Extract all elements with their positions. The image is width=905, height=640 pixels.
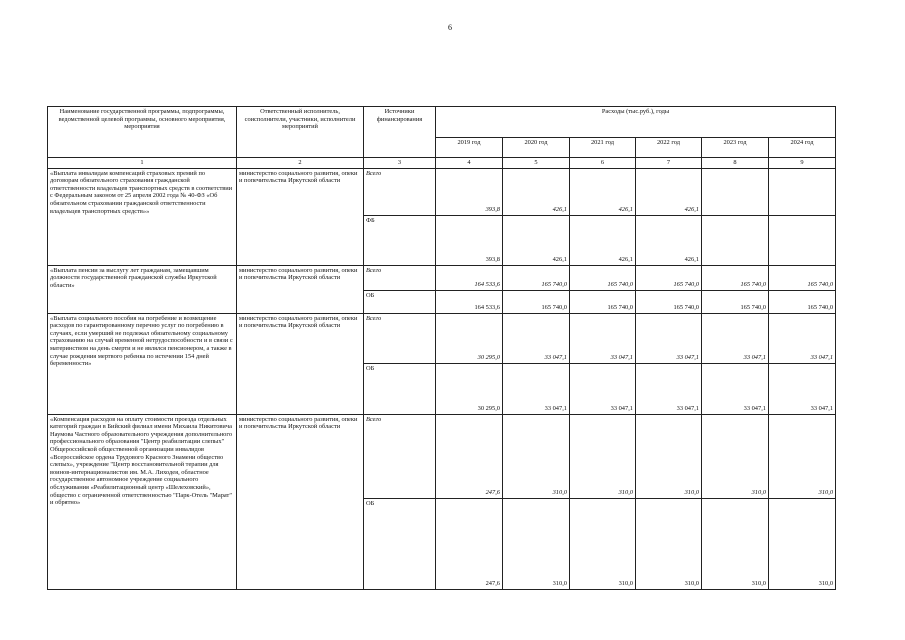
value-cell: 165 740,0 [503, 265, 570, 290]
column-number: 1 [48, 158, 237, 169]
value-cell: 426,1 [570, 168, 636, 215]
value-cell: 165 740,0 [636, 290, 702, 313]
value-cell: 310,0 [503, 498, 570, 589]
value-cell: 426,1 [636, 168, 702, 215]
source-fb: ФБ [364, 215, 436, 265]
value-cell: 33 047,1 [503, 313, 570, 363]
value-cell: 165 740,0 [702, 290, 769, 313]
value-cell: 33 047,1 [570, 313, 636, 363]
value-cell: 310,0 [769, 498, 836, 589]
value-cell: 393,8 [436, 215, 503, 265]
value-cell: 33 047,1 [636, 363, 702, 414]
header-responsible: Ответственный исполнитель, соисполнители, участники, исполнители мероприятий [237, 107, 364, 158]
table-row [48, 313, 836, 363]
header-program: Наименование государственной программы, подпрограммы, ведомственной целевой программы, основного мероприятия, мероприятия [48, 107, 237, 158]
responsible-executor: министерство социального развития, опеки и попечительства Иркутской области [237, 414, 364, 589]
column-number: 9 [769, 158, 836, 169]
value-cell: 33 047,1 [769, 363, 836, 414]
value-cell: 164 533,6 [436, 265, 503, 290]
value-cell: 310,0 [570, 498, 636, 589]
value-cell: 426,1 [636, 215, 702, 265]
header-year: 2021 год [570, 138, 636, 158]
source-total: Всего [364, 168, 436, 215]
value-cell [769, 168, 836, 215]
value-cell [702, 215, 769, 265]
value-cell: 247,6 [436, 498, 503, 589]
table-row [48, 414, 836, 498]
value-cell: 426,1 [503, 168, 570, 215]
value-cell: 310,0 [769, 414, 836, 498]
table-row [48, 265, 836, 290]
value-cell: 33 047,1 [570, 363, 636, 414]
source-fb: ОБ [364, 363, 436, 414]
activity-name: «Выплата инвалидам компенсаций страховых премий по договорам обязательного страхования гражданской ответственности владельцев транспортных средств в соответствии с Федеральным законом от 25 апреля 2002 года № 40-ФЗ «Об обязательном страховании гражданской ответственности владельцев транспортных средств»» [48, 168, 237, 265]
value-cell: 33 047,1 [503, 363, 570, 414]
value-cell: 165 740,0 [769, 265, 836, 290]
responsible-executor: министерство социального развития, опеки и попечительства Иркутской области [237, 265, 364, 313]
column-number: 7 [636, 158, 702, 169]
value-cell: 310,0 [503, 414, 570, 498]
column-number: 2 [237, 158, 364, 169]
value-cell: 165 740,0 [769, 290, 836, 313]
header-year: 2022 год [636, 138, 702, 158]
value-cell [769, 215, 836, 265]
value-cell: 164 533,6 [436, 290, 503, 313]
value-cell: 165 740,0 [570, 265, 636, 290]
expenses-table [47, 106, 836, 590]
column-number: 5 [503, 158, 570, 169]
column-number: 6 [570, 158, 636, 169]
source-total: Всего [364, 414, 436, 498]
header-expenses: Расходы (тыс.руб.), годы [436, 107, 836, 138]
value-cell: 33 047,1 [702, 363, 769, 414]
responsible-executor: министерство социального развития, опеки и попечительства Иркутской области [237, 168, 364, 265]
value-cell: 30 295,0 [436, 363, 503, 414]
value-cell: 393,8 [436, 168, 503, 215]
header-year: 2020 год [503, 138, 570, 158]
column-number: 8 [702, 158, 769, 169]
value-cell: 33 047,1 [702, 313, 769, 363]
value-cell: 165 740,0 [702, 265, 769, 290]
header-source: Источники финансирования [364, 107, 436, 158]
source-total: Всего [364, 313, 436, 363]
source-total: Всего [364, 265, 436, 290]
value-cell: 426,1 [503, 215, 570, 265]
table-row [48, 168, 836, 215]
value-cell: 165 740,0 [503, 290, 570, 313]
value-cell: 30 295,0 [436, 313, 503, 363]
responsible-executor: министерство социального развития, опеки и попечительства Иркутской области [237, 313, 364, 414]
value-cell: 310,0 [702, 414, 769, 498]
header-year: 2019 год [436, 138, 503, 158]
value-cell: 33 047,1 [636, 313, 702, 363]
value-cell: 33 047,1 [769, 313, 836, 363]
value-cell: 310,0 [570, 414, 636, 498]
value-cell: 310,0 [702, 498, 769, 589]
column-number: 3 [364, 158, 436, 169]
header-year: 2023 год [702, 138, 769, 158]
activity-name: «Компенсация расходов на оплату стоимости проезда отдельных категорий граждан в Бийский филиал имени Михаила Никитовича Наумова Частного образовательного учреждения дополнительного профессионального образования "Центр реабилитации слепых" Общероссийской общественной организации инвалидов «Всероссийское ордена Трудового Красного Знамени общество слепых», учреждение "Центр восстановительной терапии для воинов-интернационалистов им. М.А. Лиходея, областное государственное автономное учреждение социального обслуживания «Реабилитационный центр «Шелеховский», общество с ограниченной ответственностью "Парк-Отель "Марат" и обрятно» [48, 414, 237, 589]
page-number: 6 [448, 23, 452, 32]
column-number: 4 [436, 158, 503, 169]
value-cell: 165 740,0 [570, 290, 636, 313]
source-fb: ОБ [364, 290, 436, 313]
value-cell [702, 168, 769, 215]
value-cell: 247,6 [436, 414, 503, 498]
value-cell: 310,0 [636, 414, 702, 498]
source-fb: ОБ [364, 498, 436, 589]
value-cell: 426,1 [570, 215, 636, 265]
value-cell: 310,0 [636, 498, 702, 589]
header-year: 2024 год [769, 138, 836, 158]
activity-name: «Выплата пенсии за выслугу лет гражданам, замещавшим должности государственной гражданской службы Иркутской области» [48, 265, 237, 313]
value-cell: 165 740,0 [636, 265, 702, 290]
activity-name: «Выплата социального пособия на погребение и возмещение расходов по гарантированному перечню услуг по погребению в случаях, если умерший не подлежал обязательному социальному страхованию на случай временной нетрудоспособности и в связи с материнством на день смерти и не являлся пенсионером, а также в случае рождения мертвого ребенка по истечении 154 дней беременности» [48, 313, 237, 414]
